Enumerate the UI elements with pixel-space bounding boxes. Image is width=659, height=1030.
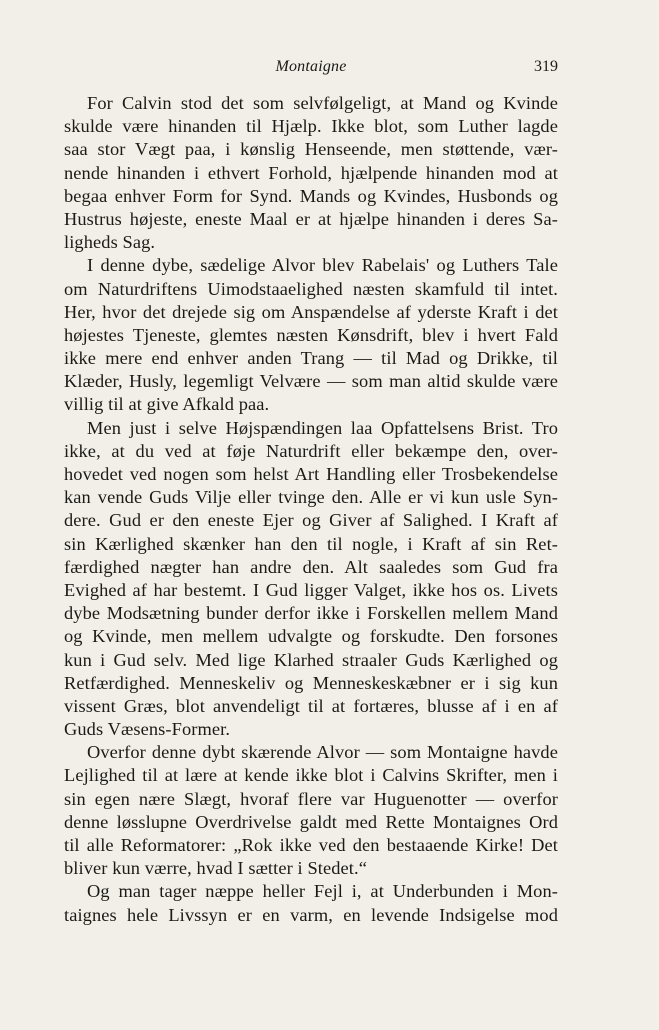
text-line: vissent Græs, blot anvendeligt til at fortæres, blusse af i en af — [64, 695, 558, 716]
text-line: dere. Gud er den eneste Ejer og Giver af Salighed. I Kraft af — [64, 510, 558, 531]
text-line: Klæder, Husly, legemligt Velvære — som man altid skulde være — [64, 371, 558, 392]
text-line: For Calvin stod det som selvfølgeligt, at Mand og Kvinde — [87, 93, 558, 113]
text-line: Og man tager næppe heller Fejl i, at Underbunden i Mon- — [87, 881, 558, 902]
text-line: Lejlighed til at lære at kende ikke blot i Calvins Skrifter, men i — [64, 765, 558, 786]
text-line: Her, hvor det drejede sig om Anspændelse af yderste Kraft i det — [64, 301, 558, 322]
text-line: Hustrus højeste, eneste Maal er at hjælpe hinanden i deres Sa- — [64, 208, 558, 229]
running-head — [64, 58, 558, 82]
text-line: dybe Modsætning bunder derfor ikke i Forskellen mellem Mand — [64, 603, 558, 624]
text-line: om Naturdriftens Uimodstaaelighed næsten skamfuld til intet. — [64, 278, 558, 299]
text-line: til alle Reformatorer: „Rok ikke ved den bestaaende Kirke! Det — [64, 835, 558, 855]
text-line: saa stor Vægt paa, i kønslig Henseende, men støttende, vær- — [64, 139, 558, 160]
text-line: taignes hele Livssyn er en varm, en levende Indsigelse mod — [64, 904, 558, 925]
text-line: sin Kærlighed skænker han den til nogle, i Kraft af sin Ret- — [64, 533, 558, 554]
text-line: sin egen nære Slægt, hvoraf flere var Huguenotter — overfor — [64, 788, 558, 809]
text-line: begaa enhver Form for Synd. Mands og Kvindes, Husbonds og — [64, 185, 558, 206]
text-line: skulde være hinanden til Hjælp. Ikke blot, som Luther lagde — [64, 116, 558, 137]
text-line: ikke mere end enhver anden Trang — til Mad og Drikke, til — [64, 348, 558, 369]
text-line: og Kvinde, men mellem udvalgte og forskudte. Den forsones — [64, 626, 558, 647]
text-line: denne løsslupne Overdrivelse galdt med Rette Montaignes Ord — [64, 811, 558, 832]
text-line: færdighed nægter han andre den. Alt saaledes som Gud fra — [64, 556, 558, 577]
text-line: hovedet ved nogen som helst Art Handling eller Trosbekendelse — [64, 464, 558, 484]
text-line: kun i Gud selv. Med lige Klarhed straaler Guds Kærlighed og — [64, 649, 558, 670]
text-line: villig til at give Afkald paa. — [64, 394, 270, 415]
text-line: nende hinanden i ethvert Forhold, hjælpende hinanden mod at — [64, 162, 558, 183]
text-line: Evighed af har bestemt. I Gud ligger Valget, ikke hos os. Livets — [64, 579, 558, 600]
page-number: 319 — [534, 58, 558, 75]
text-line: Guds Væsens-Former. — [64, 719, 231, 740]
text-line: I denne dybe, sædelige Alvor blev Rabelais' og Luthers Tale — [87, 255, 558, 276]
text-line: højestes Tjeneste, glemtes næsten Kønsdrift, blev i hvert Fald — [64, 324, 558, 345]
text-line: Retfærdighed. Menneskeliv og Menneskeskæbner er i sig kun — [64, 672, 558, 693]
text-line: kan vende Guds Vilje eller tvinge den. Alle er vi kun usle Syn- — [64, 487, 558, 508]
body-text — [64, 92, 558, 927]
text-line: Men just i selve Højspændingen laa Opfattelsens Brist. Tro — [87, 417, 558, 438]
text-line: ikke, at du ved at føje Naturdrift eller bekæmpe den, over- — [64, 440, 558, 461]
text-line: Overfor denne dybt skærende Alvor — som Montaigne havde — [87, 742, 558, 763]
text-line: ligheds Sag. — [64, 232, 156, 253]
text-line: bliver kun værre, hvad I sætter i Stedet.“ — [64, 858, 367, 879]
running-title: Montaigne — [275, 58, 347, 75]
